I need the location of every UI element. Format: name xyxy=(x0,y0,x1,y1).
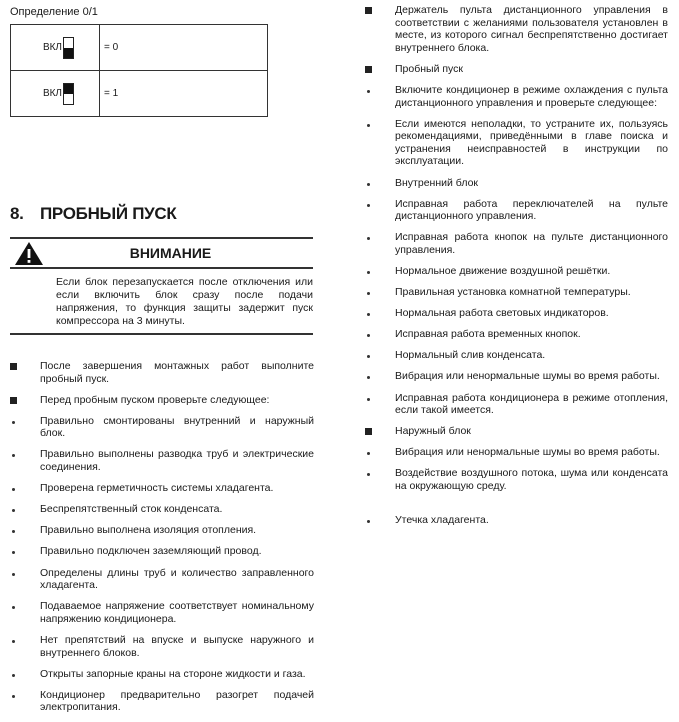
list-item-text: Проверена герметичность системы хладагента. xyxy=(40,482,274,495)
dip-switch-off-icon xyxy=(63,37,74,59)
list-item xyxy=(365,63,668,76)
list-item xyxy=(10,394,314,407)
list-item xyxy=(365,370,668,383)
list-item-text: Кондиционер предварительно разогрет подачей электропитания. xyxy=(40,688,314,714)
list-item-text: Правильная установка комнатной температуры. xyxy=(395,286,631,299)
list-item-text: Нет препятствий на впуске и выпуске наружного и внутреннего блоков. xyxy=(40,633,314,659)
section-title: ПРОБНЫЙ ПУСК xyxy=(40,204,177,223)
dot-bullet-icon xyxy=(367,313,370,316)
square-bullet-icon xyxy=(365,428,372,435)
list-item xyxy=(10,600,314,625)
list-item xyxy=(365,467,668,492)
square-bullet-icon xyxy=(10,363,17,370)
list-item-text: Подаваемое напряжение соответствует номинальному напряжению кондиционера. xyxy=(40,600,314,625)
warning-mid-rule xyxy=(10,267,313,269)
warning-title: ВНИМАНИЕ xyxy=(129,245,212,261)
dot-bullet-icon xyxy=(367,334,370,337)
list-item xyxy=(365,118,668,168)
list-item xyxy=(10,689,314,714)
list-item xyxy=(10,567,314,592)
list-item-text: Правильно выполнены разводка труб и электрические соединения. xyxy=(40,448,314,474)
definition-title: Определение 0/1 xyxy=(10,6,98,18)
dot-bullet-icon xyxy=(12,421,15,424)
list-item xyxy=(10,482,314,495)
list-item xyxy=(365,4,668,54)
list-item-text: Нормальное движение воздушной решётки. xyxy=(395,265,611,277)
dot-bullet-icon xyxy=(367,398,370,401)
dot-bullet-icon xyxy=(12,454,15,457)
definition-row-1 xyxy=(11,71,268,117)
square-bullet-icon xyxy=(365,66,372,73)
section-heading xyxy=(10,204,176,224)
dot-bullet-icon xyxy=(12,530,15,533)
dot-bullet-icon xyxy=(12,674,15,677)
dot-bullet-icon xyxy=(367,376,370,379)
value-cell: = 0 xyxy=(100,25,268,71)
switch-label: ВКЛ xyxy=(42,88,62,99)
section-number: 8. xyxy=(10,204,24,223)
dot-bullet-icon xyxy=(12,509,15,512)
dot-bullet-icon xyxy=(12,606,15,609)
test-run-list xyxy=(365,4,668,535)
warning-text: Если блок перезапускается после отключения или если включить блок сразу после подачи напряжения, то функция защиты задержит пуск компрессора на 3 минуты. xyxy=(56,276,313,327)
list-item-text: Исправная работа переключателей на пульте дистанционного управления. xyxy=(395,197,668,223)
switch-label: ВКЛ xyxy=(42,42,62,53)
dot-bullet-icon xyxy=(12,695,15,698)
list-item-text: Если имеются неполадки, то устраните их, пользуясь рекомендациями, приведёнными в главе поиска и устранения неисправностей в инструкции по эксплуатации. xyxy=(395,117,668,168)
dot-bullet-icon xyxy=(367,124,370,127)
pre-check-list xyxy=(10,360,314,722)
switch-cell xyxy=(11,71,100,117)
list-item xyxy=(365,231,668,256)
list-item-text: Вибрация или ненормальные шумы во время работы. xyxy=(395,446,660,459)
dot-bullet-icon xyxy=(367,292,370,295)
list-item-text: Воздействие воздушного потока, шума или конденсата на окружающую среду. xyxy=(395,467,668,493)
dot-bullet-icon xyxy=(12,551,15,554)
list-item xyxy=(365,265,668,278)
warning-top-rule xyxy=(10,237,313,239)
switch-cell xyxy=(11,25,100,71)
dot-bullet-icon xyxy=(12,488,15,491)
dot-bullet-icon xyxy=(367,271,370,274)
dot-bullet-icon xyxy=(12,573,15,576)
list-item-text: Исправная работа кондиционера в режиме отопления, если такой имеется. xyxy=(395,391,668,417)
warning-bottom-rule xyxy=(10,333,313,335)
list-item xyxy=(10,634,314,659)
list-item-text: Перед пробным пуском проверьте следующее: xyxy=(40,393,270,406)
list-item-text: Исправная работа временных кнопок. xyxy=(395,328,581,341)
list-item xyxy=(10,524,314,537)
list-item xyxy=(10,360,314,385)
list-item xyxy=(365,514,668,527)
list-item xyxy=(10,545,314,558)
list-item xyxy=(365,198,668,223)
list-item xyxy=(365,177,668,190)
dot-bullet-icon xyxy=(367,204,370,207)
list-item xyxy=(365,286,668,299)
list-item-text: Внутренний блок xyxy=(395,176,479,189)
dot-bullet-icon xyxy=(367,452,370,455)
list-item-text: Наружный блок xyxy=(395,425,471,438)
list-item-text: Пробный пуск xyxy=(395,62,464,75)
list-item xyxy=(365,328,668,341)
square-bullet-icon xyxy=(10,397,17,404)
list-item-text: Нормальный слив конденсата. xyxy=(395,349,546,362)
dot-bullet-icon xyxy=(12,640,15,643)
list-item-text: Нормальная работа световых индикаторов. xyxy=(395,307,609,320)
list-item-text: Держатель пульта дистанционного управления в соответствии с желаниями пользователя установлен в месте, из которого сигнал беспрепятственно достигает внутреннего блока. xyxy=(395,4,668,54)
list-item xyxy=(365,425,668,438)
definition-row-0 xyxy=(11,25,268,71)
dot-bullet-icon xyxy=(367,90,370,93)
list-item-text: Правильно смонтированы внутренний и наружный блок. xyxy=(40,414,314,440)
list-item-text: Открыты запорные краны на стороне жидкости и газа. xyxy=(40,667,306,680)
list-item xyxy=(10,448,314,473)
dot-bullet-icon xyxy=(367,520,370,523)
list-item-text: Исправная работа кнопок на пульте дистанционного управления. xyxy=(395,231,668,256)
list-item-text: После завершения монтажных работ выполните пробный пуск. xyxy=(40,360,314,385)
dot-bullet-icon xyxy=(367,473,370,476)
list-item-text: Правильно подключен заземляющий провод. xyxy=(40,545,262,558)
dot-bullet-icon xyxy=(367,183,370,186)
list-item xyxy=(10,503,314,516)
dot-bullet-icon xyxy=(367,355,370,358)
list-item-text: Вибрация или ненормальные шумы во время работы. xyxy=(395,370,660,383)
list-item xyxy=(365,349,668,362)
value-cell: = 1 xyxy=(100,71,268,117)
list-item-text: Утечка хладагента. xyxy=(395,513,489,526)
dot-bullet-icon xyxy=(367,237,370,240)
list-item-text: Определены длины труб и количество заправленного хладагента. xyxy=(40,566,314,592)
list-item xyxy=(10,668,314,681)
list-item-text: Правильно выполнена изоляция отопления. xyxy=(40,524,257,537)
list-item xyxy=(10,415,314,440)
list-item xyxy=(365,392,668,417)
dip-switch-on-icon xyxy=(63,83,74,105)
list-item-text: Включите кондиционер в режиме охлаждения с пульта дистанционного управления и проверьте следующее: xyxy=(395,83,668,109)
list-item xyxy=(365,307,668,320)
list-item xyxy=(365,446,668,459)
list-item-text: Беспрепятственный сток конденсата. xyxy=(40,503,223,516)
definition-table xyxy=(10,24,268,117)
square-bullet-icon xyxy=(365,7,372,14)
list-item xyxy=(365,84,668,109)
